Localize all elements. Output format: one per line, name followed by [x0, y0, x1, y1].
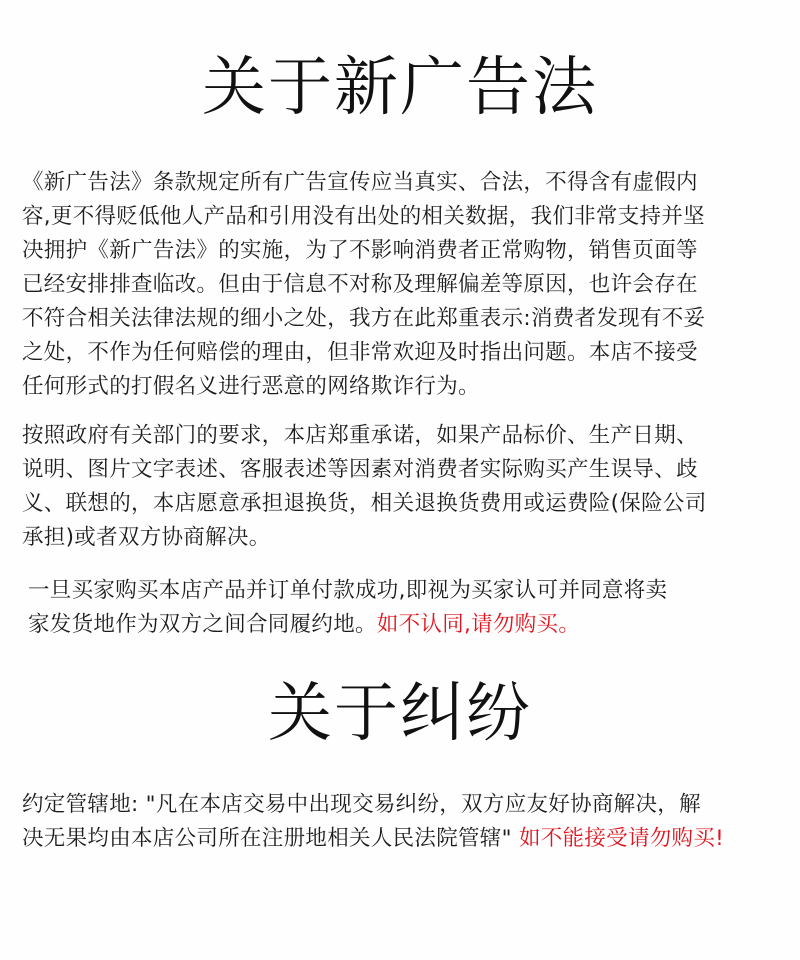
commitment-paragraph-line: 承担)或者双方协商解决。 — [22, 525, 271, 550]
ad-law-paragraph-line: 容,更不得贬低他人产品和引用没有出处的相关数据，我们非常支持并坚 — [22, 204, 705, 229]
ad-law-paragraph-line: 《新广告法》条款规定所有广告宣传应当真实、合法，不得含有虚假内 — [22, 170, 698, 195]
ad-law-paragraph-line: 任何形式的打假名义进行恶意的网络欺诈行为。 — [22, 374, 480, 399]
contract-place-paragraph — [28, 574, 788, 642]
jurisdiction-line: 约定管辖地: "凡在本店交易中出现交易纠纷，双方应友好协商解决，解 — [22, 792, 701, 817]
contract-place-line: 一旦买家购买本店产品并订单付款成功,即视为买家认可并同意将卖 — [28, 578, 668, 603]
contract-place-line — [28, 608, 788, 642]
ad-law-paragraph-line: 决拥护《新广告法》的实施，为了不影响消费者正常购物，销售页面等 — [22, 238, 698, 263]
ad-law-paragraph — [22, 166, 782, 404]
commitment-paragraph-line: 说明、图片文字表述、客服表述等因素对消费者实际购买产生误导、歧 — [22, 457, 698, 482]
commitment-paragraph-line: 义、联想的，本店愿意承担退换货，相关退换货费用或运费险(保险公司 — [22, 491, 707, 516]
contract-place-text: 家发货地作为双方之间合同履约地。 — [28, 612, 377, 637]
jurisdiction-line — [22, 822, 782, 856]
jurisdiction-text: 决无果均由本店公司所在注册地相关人民法院管辖" — [22, 826, 512, 851]
ad-law-heading: 关于新广告法 — [202, 51, 598, 125]
do-not-buy-warning: 如不认同,请勿购买。 — [376, 612, 581, 637]
ad-law-paragraph-line: 不符合相关法律法规的细小之处，我方在此郑重表示:消费者发现有不妥 — [22, 306, 706, 331]
cannot-accept-warning: 如不能接受请勿购买! — [518, 826, 725, 851]
ad-law-paragraph-line: 之处，不作为任何赔偿的理由，但非常欢迎及时指出问题。本店不接受 — [22, 340, 698, 365]
jurisdiction-paragraph — [22, 788, 782, 856]
commitment-paragraph-line: 按照政府有关部门的要求，本店郑重承诺，如果产品标价、生产日期、 — [22, 423, 698, 448]
commitment-paragraph — [22, 419, 782, 555]
ad-law-paragraph-line: 已经安排排查临改。但由于信息不对称及理解偏差等原因，也许会存在 — [22, 272, 698, 297]
dispute-heading: 关于纠纷 — [268, 677, 532, 751]
